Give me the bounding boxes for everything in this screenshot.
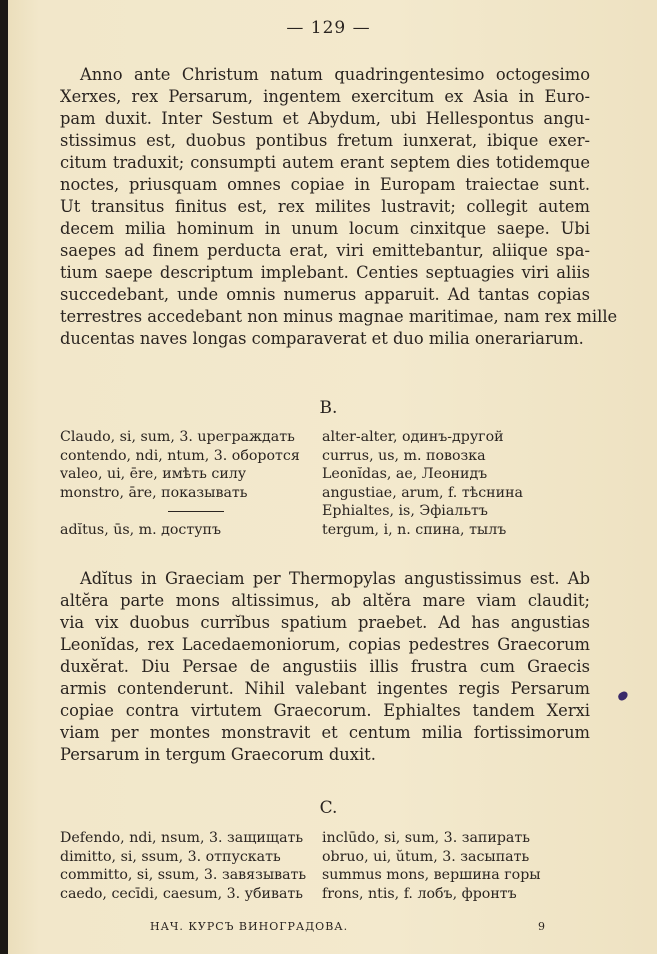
vocab-entry-left: contendo, ndi, ntum, 3. оборотся xyxy=(60,447,300,464)
text-line: decem milia hominum in unum locum cinxitque saepe. Ubi xyxy=(60,219,590,238)
text-line: saepes ad finem perducta erat, viri emittebantur, aliique spa- xyxy=(60,241,590,260)
sheet-number: 9 xyxy=(538,920,545,933)
vocab-row xyxy=(60,866,600,885)
vocab-entry-left: dimitto, si, ssum, 3. отпускать xyxy=(60,848,281,865)
vocab-entry-right: Leonĭdas, ae, Леонидъ xyxy=(322,466,488,482)
text-line: duxĕrat. Diu Persae de angustiis illis frustra cum Graecis xyxy=(60,657,590,676)
vocab-entry-right: currus, us, m. повозка xyxy=(322,447,486,464)
text-line: Ut transitus finitus est, rex milites lustravit; collegit autem xyxy=(60,197,590,216)
vocab-entry-right: obruo, ui, ŭtum, 3. засыпать xyxy=(322,848,530,865)
text-line: via vix duobus currĭbus spatium praebet. Ad has angustias xyxy=(60,613,590,632)
text-line: Persarum in tergum Graecorum duxit. xyxy=(60,745,376,764)
text-line: succedebant, unde omnis numerus apparuit. Ad tantas copias xyxy=(60,285,590,304)
text-line: Xerxes, rex Persarum, ingentem exercitum ex Asia in Euro- xyxy=(60,87,590,106)
vocab-entry-right: angustiae, arum, f. тѣснина xyxy=(322,484,524,501)
text-line: armis contenderunt. Nihil valebant ingentes regis Persarum xyxy=(60,679,590,698)
text-line: tium saepe descriptum implebant. Centies septuagies viri aliis xyxy=(60,263,590,282)
vocab-entry-left: valeo, ui, ēre, имѣть силу xyxy=(60,466,247,482)
text-line: copiae contra virtutem Graecorum. Ephialtes tandem Xerxi xyxy=(60,701,590,720)
vocab-entry-right: Ephialtes, is, Эфіальтъ xyxy=(322,503,488,519)
paragraph-b xyxy=(60,568,590,766)
text-line: stissimus est, duobus pontibus fretum iunxerat, ibique exer- xyxy=(60,131,590,150)
text-line: pam duxit. Inter Sestum et Abydum, ubi Hellespontus angu- xyxy=(60,109,590,128)
vocab-entry-right: tergum, i, n. спина, тылъ xyxy=(322,521,507,538)
vocab-row xyxy=(60,885,600,904)
text-line: Anno ante Christum natum quadringentesimo octogesimo xyxy=(80,65,590,84)
page-number: — 129 — xyxy=(286,18,371,38)
printer-signature: НАЧ. КУРСЪ ВИНОГРАДОВА. xyxy=(150,920,349,933)
separator-rule xyxy=(168,511,224,512)
vocab-entry-right: summus mons, вершина горы xyxy=(322,867,541,883)
text-line: Adĭtus in Graeciam per Thermopylas angustissimus est. Ab xyxy=(80,569,590,588)
text-line: altĕra parte mons altissimus, ab altĕra mare viam claudit; xyxy=(60,591,590,610)
text-line: Leonĭdas, rex Lacedaemoniorum, copias pedestres Graecorum xyxy=(60,635,590,654)
vocab-row xyxy=(60,484,600,503)
paragraph-a xyxy=(60,64,618,350)
vocab-entry-right: inclūdo, si, sum, 3. запирать xyxy=(322,830,530,846)
text-line: citum traduxit; consumpti autem erant septem dies totidemque xyxy=(60,153,590,172)
vocab-row xyxy=(60,502,600,521)
vocab-entry-left: Claudo, si, sum, 3. upеграждать xyxy=(60,429,295,445)
vocab-row xyxy=(60,428,600,447)
vocab-entry-left: committo, si, ssum, 3. завязывать xyxy=(60,867,307,883)
vocab-entry-left: monstro, āre, показывать xyxy=(60,484,248,501)
vocab-row xyxy=(60,447,600,466)
vocabulary-b xyxy=(60,428,600,539)
vocab-entry-right: frons, ntis, f. лобъ, фронтъ xyxy=(322,885,517,902)
text-line: viam per montes monstravit et centum milia fortissimorum xyxy=(60,723,590,742)
vocab-row xyxy=(60,521,600,540)
text-line: ducentas naves longas comparaverat et duo milia onerariarum. xyxy=(60,329,584,348)
vocab-row xyxy=(60,848,600,867)
vocab-entry-left: adĭtus, ūs, m. доступъ xyxy=(60,521,222,538)
vocab-row xyxy=(60,465,600,484)
ink-blot xyxy=(617,690,629,701)
section-c-heading: C. xyxy=(319,798,338,818)
text-line: terrestres accedebant non minus magnae maritimae, nam rex mille xyxy=(60,307,618,326)
vocab-entry-left xyxy=(60,502,322,521)
vocab-entry-left: caedo, cecīdi, caesum, 3. убивать xyxy=(60,885,304,902)
vocab-row xyxy=(60,829,600,848)
text-line: noctes, priusquam omnes copiae in Europam traiectae sunt. xyxy=(60,175,590,194)
section-b-heading: B. xyxy=(319,398,338,418)
vocab-entry-right: alter-alter, одинъ-другой xyxy=(322,429,504,445)
vocab-entry-left: Defendo, ndi, nsum, 3. защищать xyxy=(60,830,304,846)
vocabulary-c xyxy=(60,829,600,903)
